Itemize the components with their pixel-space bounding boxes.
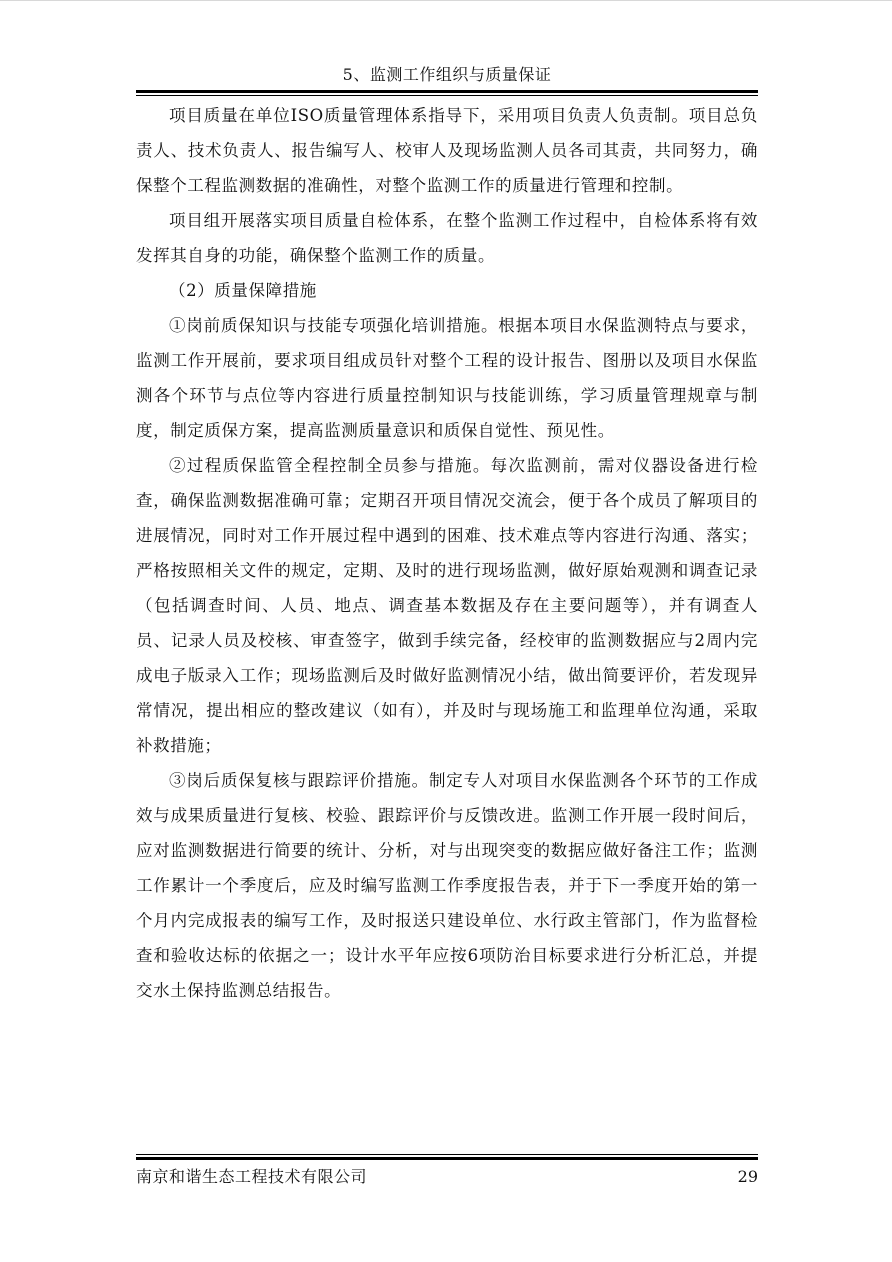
header-rule-thin — [136, 95, 758, 96]
footer-page-number: 29 — [737, 1167, 758, 1186]
footer-rule-thin — [136, 1154, 758, 1155]
header-rule-thick — [136, 90, 758, 93]
page-top-edge — [0, 0, 892, 1]
footer-company-name: 南京和谐生态工程技术有限公司 — [136, 1167, 368, 1186]
paragraph-process-control: ②过程质保监管全程控制全员参与措施。每次监测前，需对仪器设备进行检查，确保监测数据准确可靠；定期召开项目情况交流会，便于各个成员了解项目的进展情况，同时对工作开展过程中遇到的困难、技术难点等内容进行沟通、落实；严格按照相关文件的规定，定期、及时的进行现场监测，做好原始观测和调查记录（包括调查时间、人员、地点、调查基本数据及存在主要问题等），并有调查人员、记录人员及校核、审查签字，做到手续完备，经校审的监测数据应与2周内完成电子版录入工作；现场监测后及时做好监测情况小结，做出简要评价，若发现异常情况，提出相应的整改建议（如有），并及时与现场施工和监理单位沟通，采取补救措施； — [136, 456, 758, 755]
paragraph-pre-job-training: ①岗前质保知识与技能专项强化培训措施。根据本项目水保监测特点与要求，监测工作开展前，要求项目组成员针对整个工程的设计报告、图册以及项目水保监测各个环节与点位等内容进行质量控制知识与技能训练，学习质量管理规章与制度，制定质保方案，提高监测质量意识和质保自觉性、预见性。 — [136, 316, 758, 440]
body-text — [136, 98, 758, 1008]
running-header-title: 5、监测工作组织与质量保证 — [342, 65, 552, 84]
paragraph-quality-system: 项目质量在单位ISO质量管理体系指导下，采用项目负责人负责制。项目总负责人、技术负责人、报告编写人、校审人及现场监测人员各司其责，共同努力，确保整个工程监测数据的准确性，对整个监测工作的质量进行管理和控制。 — [136, 106, 758, 195]
paragraph-post-job-review: ③岗后质保复核与跟踪评价措施。制定专人对项目水保监测各个环节的工作成效与成果质量进行复核、校验、跟踪评价与反馈改进。监测工作开展一段时间后，应对监测数据进行简要的统计、分析，对与出现突变的数据应做好备注工作；监测工作累计一个季度后，应及时编写监测工作季度报告表，并于下一季度开始的第一个月内完成报表的编写工作，及时报送只建设单位、水行政主管部门，作为监督检查和验收达标的依据之一；设计水平年应按6项防治目标要求进行分析汇总，并提交水土保持监测总结报告。 — [136, 771, 758, 1000]
footer-rule-thick — [136, 1157, 758, 1160]
paragraph-self-inspection: 项目组开展落实项目质量自检体系，在整个监测工作过程中，自检体系将有效发挥其自身的功能，确保整个监测工作的质量。 — [136, 211, 758, 265]
section-heading-quality-measures: （2）质量保障措施 — [169, 281, 317, 300]
